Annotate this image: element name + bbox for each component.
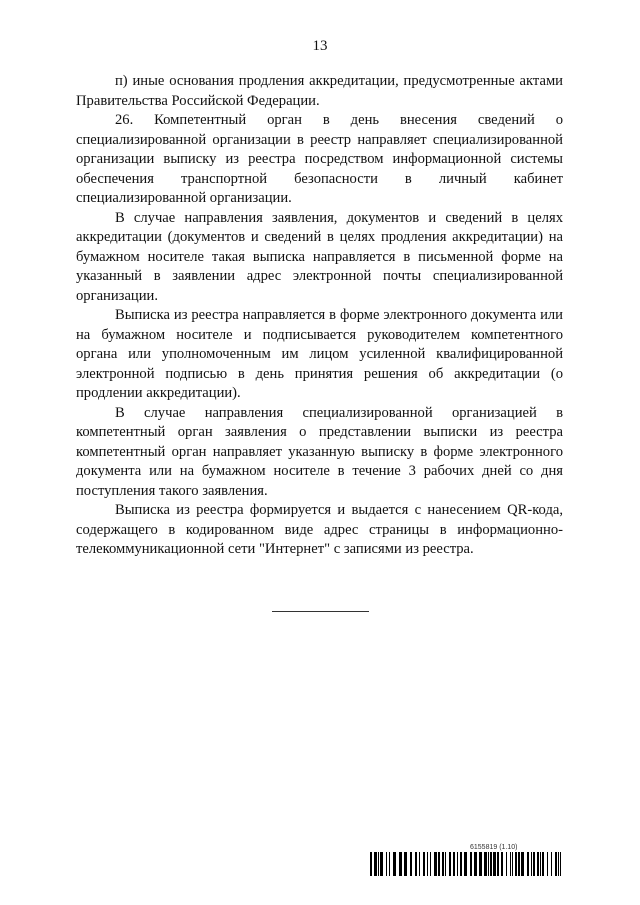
barcode-bar	[560, 852, 561, 876]
barcode-bar	[453, 852, 455, 876]
barcode-bar	[442, 852, 444, 876]
barcode-bar	[515, 852, 517, 876]
barcode-bar	[457, 852, 458, 876]
barcode-bar	[521, 852, 524, 876]
barcode-bar	[380, 852, 383, 876]
barcode-bar	[558, 852, 559, 876]
barcode-bar	[506, 852, 507, 876]
barcode-bar	[399, 852, 402, 876]
barcode-bar	[488, 852, 489, 876]
paragraph-paper-application: В случае направления заявления, документов и сведений в целях аккредитации (документов и сведений в целях продления аккредитации) на бумажном носителе такая выписка направляется в письменной форме на указанный в заявлении адрес электронной почты специализированной организации.	[76, 209, 563, 304]
barcode-bar	[427, 852, 428, 876]
barcode-bar	[493, 852, 496, 876]
barcode-bar	[419, 852, 420, 876]
barcode-bar	[386, 852, 387, 876]
page-number: 13	[312, 38, 328, 54]
barcode-bar	[540, 852, 541, 876]
paragraph-qr-code: Выписка из реестра формируется и выдается с нанесением QR-кода, содержащего в кодированном виде адрес страницы в информационно-телекоммуникационной сети "Интернет" с записями из реестра.	[76, 502, 563, 557]
barcode-bar	[542, 852, 544, 876]
barcode-bar	[533, 852, 535, 876]
paragraph-extract-request: В случае направления специализированной организацией в компетентный орган заявления о представлении выписки из реестра компетентный орган направляет указанную выписку в форме электронного документа или на бумажном носителе в течение 3 рабочих дней со дня поступления такого заявления.	[76, 404, 563, 499]
barcode-bar	[464, 852, 467, 876]
barcode-bar	[518, 852, 520, 876]
barcode-bar	[370, 852, 372, 876]
barcode-bar	[531, 852, 532, 876]
barcode-bar	[434, 852, 437, 876]
barcode-bar	[404, 852, 407, 876]
barcode-bar	[423, 852, 425, 876]
barcode-bar	[474, 852, 477, 876]
barcode-bar	[460, 852, 462, 876]
barcode-bar	[445, 852, 446, 876]
barcode-bar	[490, 852, 492, 876]
barcode-bar	[449, 852, 451, 876]
barcode-bar	[501, 852, 503, 876]
barcode-bar	[510, 852, 511, 876]
barcode-bar	[547, 852, 548, 876]
barcode-bar	[527, 852, 529, 876]
barcode-bar	[512, 852, 513, 876]
barcode-bar	[479, 852, 482, 876]
barcode-bar	[393, 852, 396, 876]
barcode-bar	[551, 852, 552, 876]
barcode-bar	[430, 852, 431, 876]
paragraph-clause-p: п) иные основания продления аккредитации, предусмотренные актами Правительства Российской Федерации.	[76, 73, 563, 109]
barcode-bar	[415, 852, 417, 876]
barcode-bar	[497, 852, 499, 876]
barcode-image	[370, 852, 562, 876]
barcode-caption: 6155819 (1.10)	[470, 844, 518, 851]
barcode-bar	[484, 852, 487, 876]
paragraph-clause-26: 26. Компетентный орган в день внесения сведений о специализированной организации в реестр направляет специализированной организации выписку из реестра посредством информационной системы обеспечения транспортной безопасности в личный кабинет специализированной организации.	[76, 112, 563, 206]
barcode-bar	[410, 852, 412, 876]
barcode-bar	[470, 852, 472, 876]
barcode-bar	[378, 852, 379, 876]
barcode-bar	[555, 852, 557, 876]
end-separator-line	[272, 611, 369, 612]
barcode-bar	[537, 852, 539, 876]
barcode-bar	[438, 852, 440, 876]
barcode-bar	[374, 852, 377, 876]
barcode-bar	[389, 852, 390, 876]
paragraph-extract-form: Выписка из реестра направляется в форме электронного документа или на бумажном носителе и подписывается руководителем компетентного органа или уполномоченным им лицом усиленной квалифицированной электронной подписью в день принятия решения об аккредитации (о продлении аккредитации).	[76, 307, 563, 401]
document-body	[76, 72, 563, 560]
